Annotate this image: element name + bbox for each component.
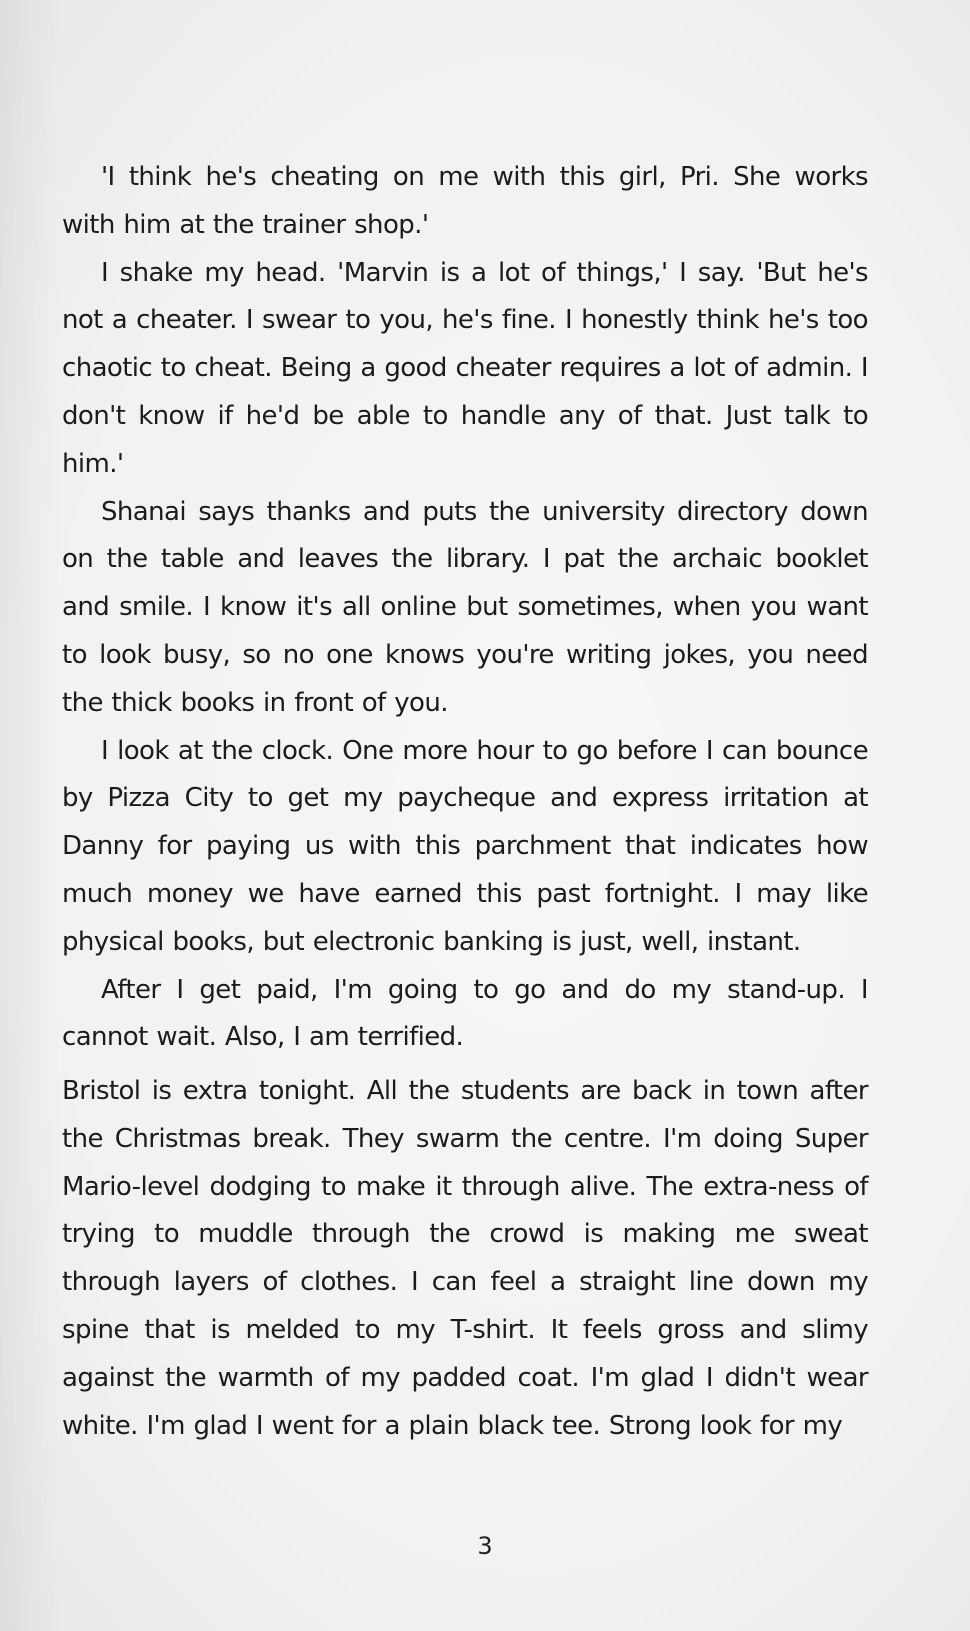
paragraph: Bristol is extra tonight. All the students are back in town after the Christmas break. They swarm the centre. I'm doing Super Mario-level dodging to make it through alive. The extra-ness of trying to muddle through the crowd is making me sweat through layers of clothes. I can feel a straight line down my spine that is melded to my T-shirt. It feels gross and slimy against the warmth of my padded coat. I'm glad I didn't wear white. I'm glad I went for a plain black tee. Strong look for my (62, 1076, 868, 1441)
paragraph: I look at the clock. One more hour to go before I can bounce by Pizza City to get my paycheque and express irritation at Danny for paying us with this parchment that indicates how much money we have earned this past fortnight. I may like physical books, but electronic banking is just, well, instant. (62, 735, 868, 957)
paragraph: 'I think he's cheating on me with this girl, Pri. She works with him at the trainer shop.' (62, 162, 868, 240)
text-section-bristol (62, 1068, 868, 1450)
scan-edge-shadow (0, 0, 60, 1631)
paragraph: After I get paid, I'm going to go and do my stand-up. I cannot wait. Also, I am terrified. (62, 974, 868, 1053)
paragraph: Shanai says thanks and puts the university directory down on the table and leaves the library. I pat the archaic booklet and smile. I know it's all online but sometimes, when you want to look busy, so no one knows you're writing jokes, you need the thick books in front of you. (62, 496, 868, 718)
page-number: 3 (477, 1532, 493, 1560)
paragraph: I shake my head. 'Marvin is a lot of things,' I say. 'But he's not a cheater. I swear to you, he's fine. I honestly think he's too chaotic to cheat. Being a good cheater requires a lot of admin. I don't know if he'd be able to handle any of that. Just talk to him.' (62, 257, 868, 479)
text-section-library (62, 154, 868, 1062)
